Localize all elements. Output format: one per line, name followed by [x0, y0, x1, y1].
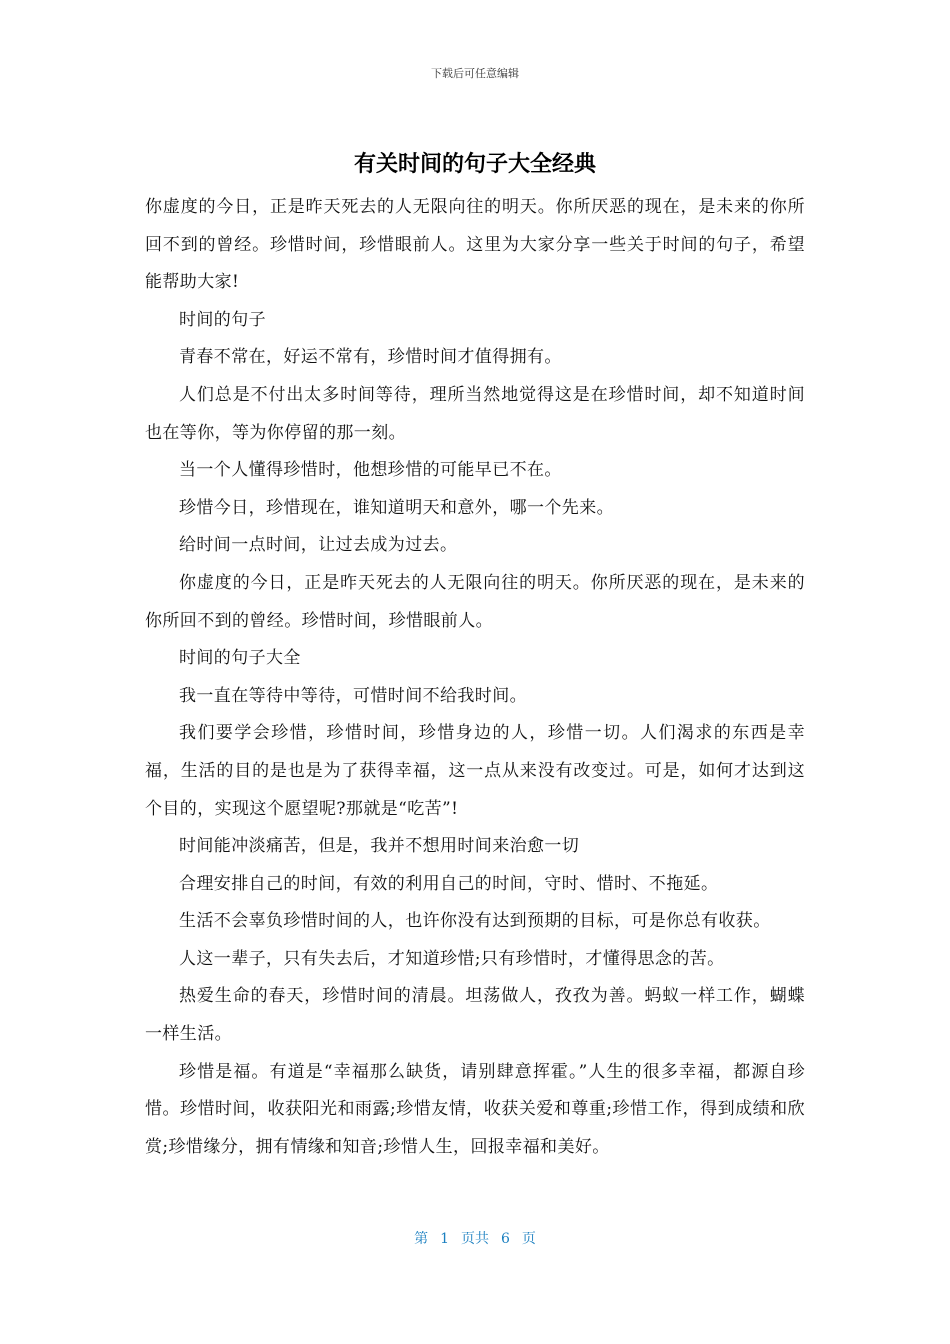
- quote-paragraph: 合理安排自己的时间，有效的利用自己的时间，守时、惜时、不拖延。: [179, 873, 719, 894]
- quote-paragraph: 珍惜今日，珍惜现在，谁知道明天和意外，哪一个先来。: [179, 497, 614, 518]
- quote-paragraph: 我们要学会珍惜，珍惜时间，珍惜身边的人，珍惜一切。人们渴求的东西是幸福，生活的目的是也是为了获得幸福，这一点从来没有改变过。可是，如何才达到这个目的，实现这个愿望呢?那就是“吃苦”!: [145, 723, 805, 819]
- quote-paragraph: 你虚度的今日，正是昨天死去的人无限向往的明天。你所厌恶的现在，是未来的你所回不到的曾经。珍惜时间，珍惜眼前人。: [145, 572, 805, 631]
- page-header-note: 下载后可任意编辑: [431, 67, 519, 80]
- document-body: [145, 189, 805, 1166]
- section-heading: 时间的句子大全: [179, 648, 301, 669]
- quote-paragraph: 生活不会辜负珍惜时间的人，也许你没有达到预期的目标，可是你总有收获。: [179, 911, 771, 932]
- page-footer: [0, 1229, 950, 1249]
- quote-paragraph: 我一直在等待中等待，可惜时间不给我时间。: [179, 685, 527, 706]
- footer-prefix: 第: [414, 1231, 429, 1247]
- footer-middle: 页共: [461, 1231, 489, 1247]
- section-heading: 时间的句子: [179, 309, 266, 330]
- quote-paragraph: 时间能冲淡痛苦，但是，我并不想用时间来治愈一切: [179, 836, 580, 857]
- footer-total-pages: 6: [501, 1231, 510, 1247]
- quote-paragraph: 青春不常在，好运不常有，珍惜时间才值得拥有。: [179, 347, 562, 368]
- document-title: 有关时间的句子大全经典: [353, 152, 596, 177]
- quote-paragraph: 人们总是不付出太多时间等待，理所当然地觉得这是在珍惜时间，却不知道时间也在等你，等为你停留的那一刻。: [145, 384, 805, 443]
- footer-suffix: 页: [521, 1231, 536, 1247]
- quote-paragraph: 给时间一点时间，让过去成为过去。: [179, 535, 458, 556]
- quote-paragraph: 人这一辈子，只有失去后，才知道珍惜;只有珍惜时，才懂得思念的苦。: [179, 948, 725, 969]
- quote-paragraph: 珍惜是福。有道是“幸福那么缺货，请别肆意挥霍。”人生的很多幸福，都源自珍惜。珍惜时间，收获阳光和雨露;珍惜友情，收获关爱和尊重;珍惜工作，得到成绩和欣赏;珍惜缘分，拥有情缘和知音;珍惜人生，回报幸福和美好。: [145, 1061, 805, 1157]
- quote-paragraph: 热爱生命的春天，珍惜时间的清晨。坦荡做人，孜孜为善。蚂蚁一样工作，蝴蝶一样生活。: [145, 986, 805, 1045]
- intro-paragraph: 你虚度的今日，正是昨天死去的人无限向往的明天。你所厌恶的现在，是未来的你所回不到的曾经。珍惜时间，珍惜眼前人。这里为大家分享一些关于时间的句子，希望能帮助大家!: [145, 197, 805, 293]
- quote-paragraph: 当一个人懂得珍惜时，他想珍惜的可能早已不在。: [179, 460, 562, 481]
- footer-page-number: 1: [440, 1231, 449, 1247]
